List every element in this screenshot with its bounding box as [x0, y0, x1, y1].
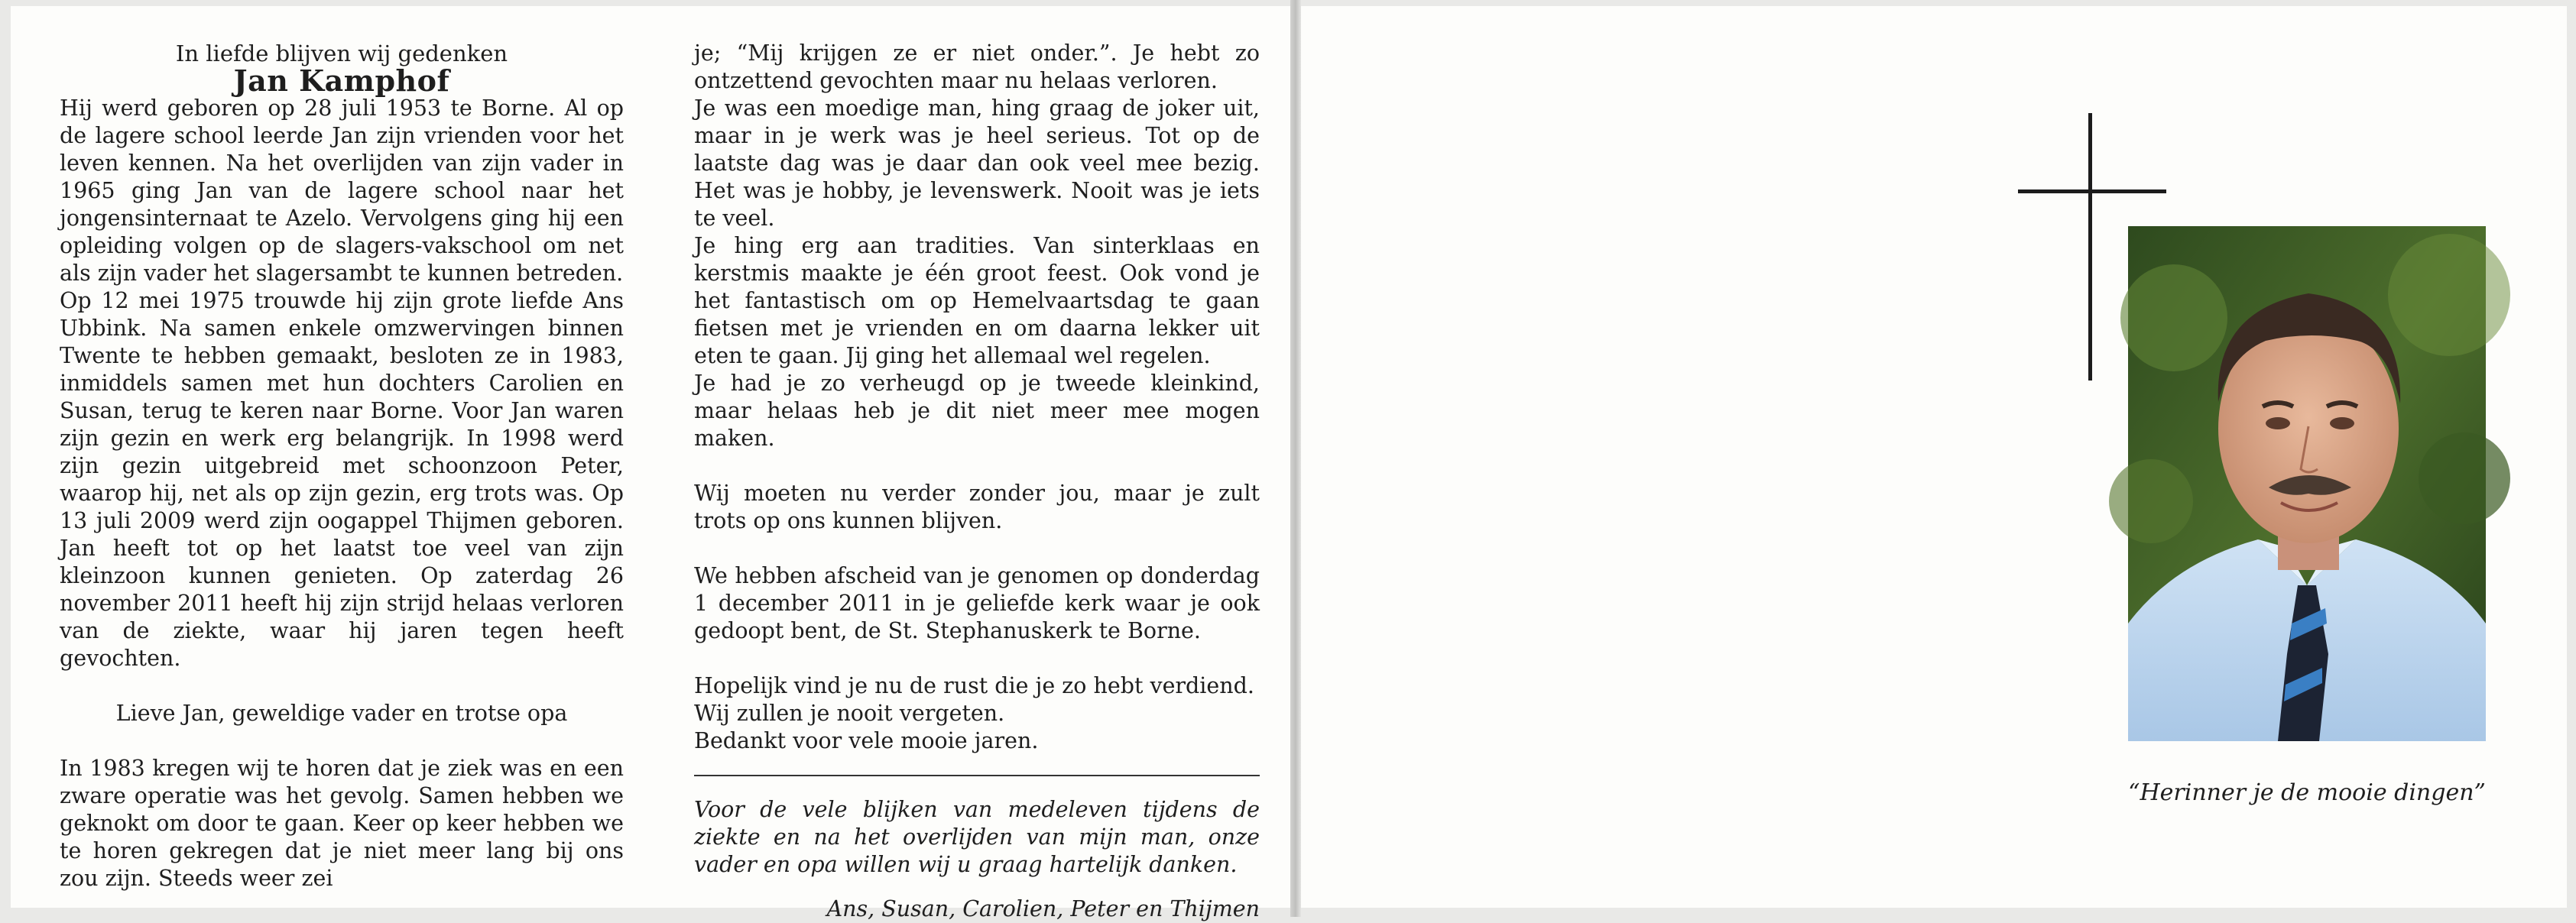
- divider-line: [694, 775, 1260, 776]
- cross-icon: [2088, 113, 2092, 381]
- tribute-paragraph: je; “Mij krijgen ze er niet onder.”. Je hebt zo ontzettend gevochten maar nu helaas verloren.: [694, 40, 1260, 93]
- memorial-card-inside: [11, 6, 1290, 921]
- tribute-paragraph: Je hing erg aan tradities. Van sinterklaas en kerstmis maakte je één groot feest. Ook vond je het fantastisch om op Hemelvaartsdag te gaan fietsen met je vrienden en om daarna lekker uit eten te gaan. Jij ging het allemaal wel regelen.: [694, 233, 1260, 368]
- closing-line: Hopelijk vind je nu de rust die je zo hebt verdiend.: [694, 673, 1254, 698]
- farewell-paragraph: We hebben afscheid van je genomen op donderdag 1 december 2011 in je geliefde kerk waar je ook gedoopt bent, de St. Stephanuskerk te Borne.: [694, 563, 1260, 643]
- family-signature: Ans, Susan, Carolien, Peter en Thijmen: [826, 896, 1260, 921]
- biography-paragraph: Op 12 mei 1975 trouwde hij zijn grote liefde Ans Ubbink. Na samen enkele omzwervingen binnen Twente te hebben gemaakt, besloten ze in 1983, inmiddels samen met hun dochters Carolien en Susan, terug te keren naar Borne. Voor Jan waren zijn gezin en werk erg belangrijk. In 1998 werd zijn gezin uitgebreid met schoonzoon Peter, waarop hij, net als op zijn gezin, erg trots was. Op 13 juli 2009 werd zijn oogappel Thijmen geboren. Jan heeft tot op het laatst toe veel van zijn kleinzoon kunnen genieten. Op zaterdag 26 november 2011 heeft hij zijn strijd helaas verloren van de ziekte, waar hij jaren tegen heeft gevochten.: [60, 288, 624, 671]
- address-paragraph: In 1983 kregen wij te horen dat je ziek was en een zware operatie was het gevolg. Samen hebben we geknokt om door te gaan. Keer op keer hebben we te horen gekregen dat je niet meer lang bij ons zou zijn. Steeds weer zei: [60, 756, 624, 891]
- middle-text-column: [694, 40, 1260, 923]
- address-heading: Lieve Jan, geweldige vader en trotse opa: [115, 701, 568, 726]
- closing-line: Wij zullen je nooit vergeten.: [694, 701, 1005, 726]
- in-memoriam-heading: In liefde blijven wij gedenken: [175, 40, 508, 66]
- tribute-paragraph: Wij moeten nu verder zonder jou, maar je zult trots op ons kunnen blijven.: [694, 481, 1260, 533]
- cross-icon-bar: [2018, 189, 2166, 193]
- biography-paragraph: Hij werd geboren op 28 juli 1953 te Borne. Al op de lagere school leerde Jan zijn vrienden voor het leven kennen. Na het overlijden van zijn vader in 1965 ging Jan van de lagere school naar het jongensinternaat te Azelo. Vervolgens ging hij een opleiding volgen op de slagers-vakschool om net als zijn vader het slagersambt te kunnen betreden.: [60, 96, 624, 286]
- deceased-name: Jan Kamphof: [233, 63, 450, 98]
- photo-caption: “Herinner je de mooie dingen”: [2128, 779, 2486, 806]
- left-text-column: [60, 40, 624, 892]
- card-fold: [1290, 0, 1301, 917]
- thanks-note: Voor de vele blijken van medeleven tijdens de ziekte en na het overlijden van mijn man, onze vader en opa willen wij u graag hartelijk danken.: [694, 797, 1260, 877]
- portrait-photo: [2128, 226, 2486, 741]
- closing-line: Bedankt voor vele mooie jaren.: [694, 728, 1039, 753]
- tribute-paragraph: Je was een moedige man, hing graag de joker uit, maar in je werk was je heel serieus. Tot op de laatste dag was je daar dan ook veel mee bezig. Het was je hobby, je levenswerk. Nooit was je iets te veel.: [694, 96, 1260, 231]
- memorial-card-front: [1301, 6, 2567, 908]
- tribute-paragraph: Je had je zo verheugd op je tweede kleinkind, maar helaas heb je dit niet meer mee mogen maken.: [694, 371, 1260, 451]
